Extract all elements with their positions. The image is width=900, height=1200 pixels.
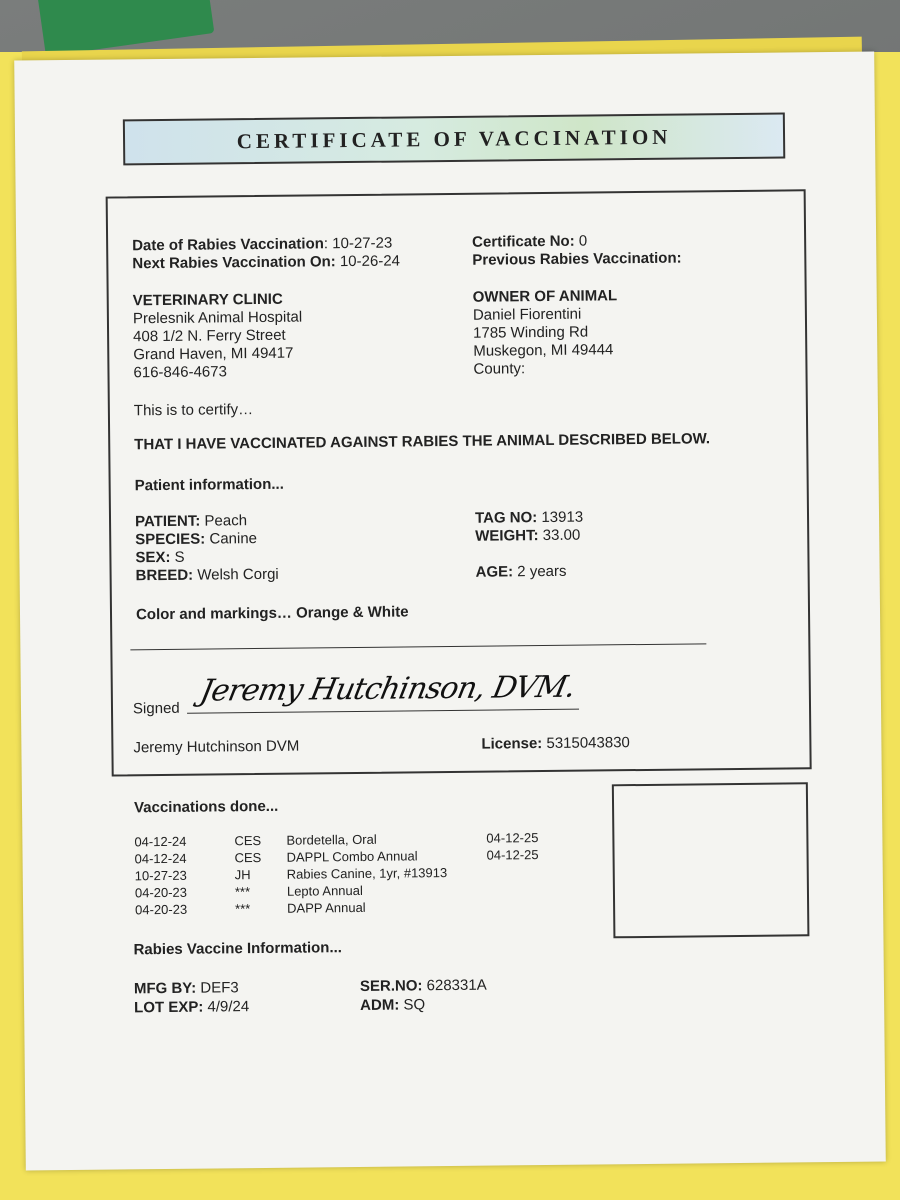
mfg-value: DEF3 [200,979,239,997]
signature: Jeremy Hutchinson, DVM. [197,669,579,709]
ser-value: 628331A [426,976,487,995]
vaccination-date: 04-12-24 [134,850,187,867]
age-value: 2 years [517,562,567,581]
owner-heading: OWNER OF ANIMAL [472,287,618,306]
vaccination-by: *** [234,884,251,900]
owner-city: Muskegon, MI 49444 [473,341,614,360]
rabies-date-row: Date of Rabies Vaccination: 10-27-23 [132,234,393,255]
lot-label: LOT EXP: [134,998,204,1017]
weight-value: 33.00 [542,526,581,545]
vaccinations-table [134,830,539,919]
certify-text: This is to certify… [133,401,254,420]
tag-row [475,509,583,527]
age-row [476,563,567,581]
clinic-city: Grand Haven, MI 49417 [133,344,294,364]
license-value: 5315043830 [546,734,630,752]
vaccination-statement: THAT I HAVE VACCINATED AGAINST RABIES THE ANIMAL DESCRIBED BELOW. [134,430,711,454]
signed-label: Signed [132,699,180,718]
next-rabies-row [132,253,400,273]
ser-label: SER.NO: [359,977,423,995]
vaccination-date: 04-20-23 [134,884,188,901]
tag-label: TAG NO: [474,509,538,527]
owner-county: County: [473,360,526,378]
certificate-no-label: Certificate No: [472,232,575,251]
vaccinations-heading: Vaccinations done... [133,797,279,817]
patient-value: Peach [204,512,248,530]
vaccination-due [487,898,539,916]
vaccination-date: 10-27-23 [134,867,187,884]
license-row [481,734,630,753]
age-label: AGE: [475,563,514,581]
rabies-date-label: Date of Rabies Vaccination [132,235,324,255]
clinic-phone: 616-846-4673 [133,363,227,382]
mfg-label: MFG BY: [133,979,197,998]
breed-row [136,566,279,585]
certificate-sheet [14,52,886,1171]
vaccination-name: Lepto Annual [286,882,363,899]
sex-label: SEX: [135,548,171,567]
species-row [135,530,278,549]
vaccine-info-heading: Rabies Vaccine Information... [133,939,343,959]
vet-name: Jeremy Hutchinson DVM [133,737,300,757]
certificate-title: CERTIFICATE OF VACCINATION [123,112,785,165]
vaccine-info-right [360,976,487,1015]
license-label: License: [481,735,543,753]
species-label: SPECIES: [135,530,206,549]
adm-row [360,995,487,1015]
vaccination-due [487,864,539,882]
certificate-no-value: 0 [578,232,588,250]
table-row [135,898,539,919]
mfg-row [134,978,249,998]
patient-info-heading: Patient information... [134,475,284,495]
owner-block [473,287,618,379]
clinic-address: 408 1/2 N. Ferry Street [133,326,286,346]
patient-left-column [135,512,279,585]
color-markings: Color and markings… Orange & White [135,603,409,624]
vaccination-name: DAPPL Combo Annual [286,848,418,865]
tag-value: 13913 [541,508,584,527]
vaccine-info-left [134,978,249,1017]
adm-label: ADM: [360,996,400,1014]
clinic-heading: VETERINARY CLINIC [132,290,283,310]
vaccination-by: CES [234,832,262,849]
lot-value: 4/9/24 [207,998,250,1016]
previous-rabies-label: Previous Rabies Vaccination: [472,249,682,269]
vaccination-name: Rabies Canine, 1yr, #13913 [286,865,448,882]
rabies-date-value: 10-27-23 [332,234,393,253]
owner-address: 1785 Winding Rd [473,323,589,342]
breed-label: BREED: [135,566,194,585]
ser-row [360,976,487,996]
vaccination-date: 04-20-23 [135,901,188,918]
vaccination-due: 04-12-25 [486,847,539,863]
vaccination-due [487,881,539,899]
vaccination-by: CES [234,849,262,866]
vaccination-by: JH [234,867,251,883]
breed-value: Welsh Corgi [197,565,279,584]
certificate-no-row [472,233,587,251]
adm-value: SQ [403,996,426,1014]
next-rabies-value: 10-26-24 [339,252,401,271]
patient-row [135,512,278,531]
weight-row [475,527,580,545]
weight-label: WEIGHT: [475,527,539,545]
sex-value: S [174,548,185,566]
patient-label: PATIENT: [134,512,201,531]
veterinary-clinic-block [133,291,303,383]
owner-name: Daniel Fiorentini [472,305,582,324]
vaccination-name: Bordetella, Oral [286,831,377,848]
vaccination-date: 04-12-24 [134,833,187,850]
lot-row [134,997,249,1017]
species-value: Canine [209,530,258,548]
vaccination-name: DAPP Annual [287,899,366,916]
clinic-name: Prelesnik Animal Hospital [132,308,303,328]
sex-row [135,548,278,567]
next-rabies-label: Next Rabies Vaccination On: [132,253,336,273]
vaccination-due: 04-12-25 [486,830,539,846]
vaccination-by: *** [235,901,251,917]
photo-box [612,782,810,938]
